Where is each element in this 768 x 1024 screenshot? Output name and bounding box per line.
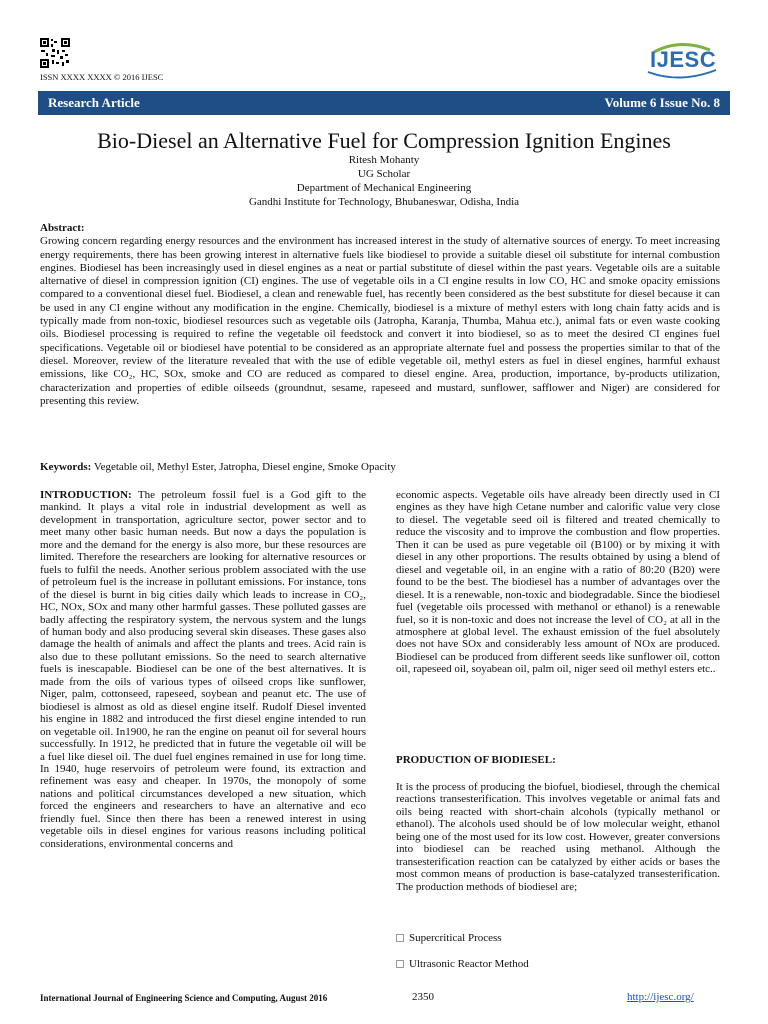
- author-role: UG Scholar: [357, 168, 411, 180]
- production-text: It is the process of producing the biofuel, biodiesel, through the chemical reactions transesterification. This involves vegetable or animal fats and oils being reacted with short-chain alcohols (typically methanol or ethanol). The alcohols used should be of low molecular weight, ethanol being one of the most used for its low cost. However, greater conversions into biodiesel can be reached using methanol. Although the transesterification reaction can be catalyzed by either acids or bases the most common means of production is base-catalyzed transesterification. The production methods of biodiesel are;: [396, 781, 720, 893]
- checkbox-bullet-icon: [396, 960, 404, 968]
- volume-label: Volume 6 Issue No. 8: [604, 95, 720, 110]
- abstract-heading: Abstract:: [40, 222, 85, 234]
- keywords-label: Keywords:: [40, 461, 92, 473]
- page-number: 2350: [412, 991, 434, 1003]
- journal-website-link[interactable]: http://ijesc.org/: [627, 991, 694, 1003]
- issn-text: ISSN XXXX XXXX © 2016 IJESC: [40, 72, 164, 82]
- method-label: Supercritical Process: [409, 932, 502, 944]
- introduction-heading: INTRODUCTION:: [40, 489, 132, 501]
- introduction-left-text: The petroleum fossil fuel is a God gift to the mankind. It plays a vital role in industrial development as well as development in transportation, agriculture sector, power sector and to meet many other basic human needs. But now a days the population is more and the demand for the energy is also more, bur these resources are limited. Therefore the researchers are looking for alternative resources or fuels to fulfil the needs. Another serious problem associated with the use of petroleum fuel is the increase in pollutant emissions. For instance, tons of the diesel is burnt in big cities daily which leads to increase in CO₂, HC, NOx, SOx and many other harmful gasses. These polluted gasses are badly affecting the respiratory system, the nervous system and the lungs of human body and also producing several skin diseases. These gases also damage the health of animals and affect the plants and trees. Acid rain is also due to these pollutant emissions. So the need to search alternative fuels is inescapable. Biodiesel can be one of the best alternatives. It is made from the oils of various types of oilseed crops like sunflower, Niger, palm, cottonseed, rapeseed, soybean and peanut etc. The use of biodiesel is almost as old as diesel engine itself. Rudolf Diesel invented his engine in 1882 and introduced the first diesel engine intended to run on vegetable oil. In1900, he ran the engine on peanut oil for several hours successfully. In 1912, he predicted that in future the vegetable oil will be a fuel like diesel oil. The duel fuel engines remained in use for long time. In 1940, huge reservoirs of petroleum were found, its extraction and refinement was easy and cheaper. In 1970s, the monopoly of some nations and political circumstances developed a new situation, which forced the engineers and researchers to have an alternative and eco friendly fuel. Since then there has been a renewed interest in using vegetable oils in diesel engines for various reasons including political considerations, environmental concerns and: [40, 489, 366, 850]
- introduction-right-text: economic aspects. Vegetable oils have already been directly used in CI engines as they have high Cetane number and calorific value very close to diesel. The vegetable seed oil is filtered and treated chemically to reduce the viscosity and to improve the combustion and flow properties. Then it can be used as pure vegetable oil (B100) or by mixing it with diesel in any other proportions. The results obtained by using a blend of diesel and vegetable oil, in an engine with a ratio of 80:20 (B20) were found to be the best. The biodiesel has a number of advantages over the diesel. It is a renewable, non-toxic and biodegradable. Since the biodiesel fuel (vegetable oils processed with methanol or ethanol) is a renewable fuel, so it is non-toxic and does not increase the level of CO₂ at all in the atmosphere at global level. The exhaust emission of the fuel absolutely does not have SOx and considerably less amount of NOx are produced. Biodiesel can be produced from different seeds like sunflower oil, cotton oil, rapeseed oil, soyabean oil, palm oil, niger seed oil methyl esters etc..: [396, 489, 720, 676]
- production-heading: PRODUCTION OF BIODIESEL:: [396, 754, 556, 766]
- footer-journal-name: International Journal of Engineering Science and Computing, August 2016: [40, 993, 328, 1003]
- author-name: Ritesh Mohanty: [348, 154, 420, 166]
- introduction-right-column: [396, 489, 720, 676]
- article-type-label: Research Article: [48, 95, 140, 110]
- qr-code-icon: [40, 38, 70, 68]
- method-label: Ultrasonic Reactor Method: [409, 958, 529, 970]
- author-institute: Gandhi Institute for Technology, Bhubaneswar, Odisha, India: [248, 196, 520, 208]
- checkbox-bullet-icon: [396, 934, 404, 942]
- method-list-item: [396, 932, 502, 944]
- keywords-line: [40, 461, 720, 473]
- author-department: Department of Mechanical Engineering: [296, 182, 472, 194]
- article-banner: [38, 91, 730, 115]
- introduction-left-column: [40, 489, 366, 850]
- abstract-section: [40, 222, 720, 408]
- keywords-text: Vegetable oil, Methyl Ester, Jatropha, Diesel engine, Smoke Opacity: [93, 461, 396, 473]
- author-block: [0, 153, 768, 209]
- abstract-text: Growing concern regarding energy resources and the environment has increased interest in the study of alternative sources of energy. To meet increasing energy requirements, there has been growing interest in alternative fuels like biodiesel to provide a suitable diesel oil substitute for internal combustion engines. Biodiesel has been increasingly used in diesel engines as a neat or partial substitute of diesel within the past years. Vegetable oils are a suitable alternative of diesel in compression ignition (CI) engines. The use of vegetable oils in a CI engine results in low CO, HC and smoke opacity emissions compared to a conventional diesel fuel. Biodiesel, a clean and renewable fuel, has recently been considered as the best substitute for diesel because it can be used in any CI engine without any modification in the engine. Chemically, biodiesel is a mixture of methyl esters with long chain fatty acids and is typically made from non-toxic, biodiesel resources such as vegetable oils (Jatropha, Karanja, Thumba, Mahua etc.), animal fats or even waste cooking oils. Biodiesel processing is required to refine the vegetable oil feedstock and convert it into biodiesel, so as to meet the desired CI engines fuel specifications. Vegetable oil or biodiesel have potential to be considered as an appropriate alternate fuel and possess the properties similar to that of the diesel. Moreover, review of the literature revealed that with the use of edible vegetable oil, methyl esters as fuel in diesel engines, harmful exhaust emissions, like CO₂, HC, SOx, smoke and CO are reduced as compared to diesel engine. Area, production, importance, by-products utilization, characterization and properties of edible oilseeds (groundnut, sesame, rapeseed and mustard, sunflower, safflower and Niger) are considered for presenting this review.: [40, 235, 720, 407]
- paper-title: Bio-Diesel an Alternative Fuel for Compression Ignition Engines: [97, 128, 671, 153]
- ijesc-logo-text: IJESC: [650, 47, 717, 72]
- method-list-item: [396, 958, 529, 970]
